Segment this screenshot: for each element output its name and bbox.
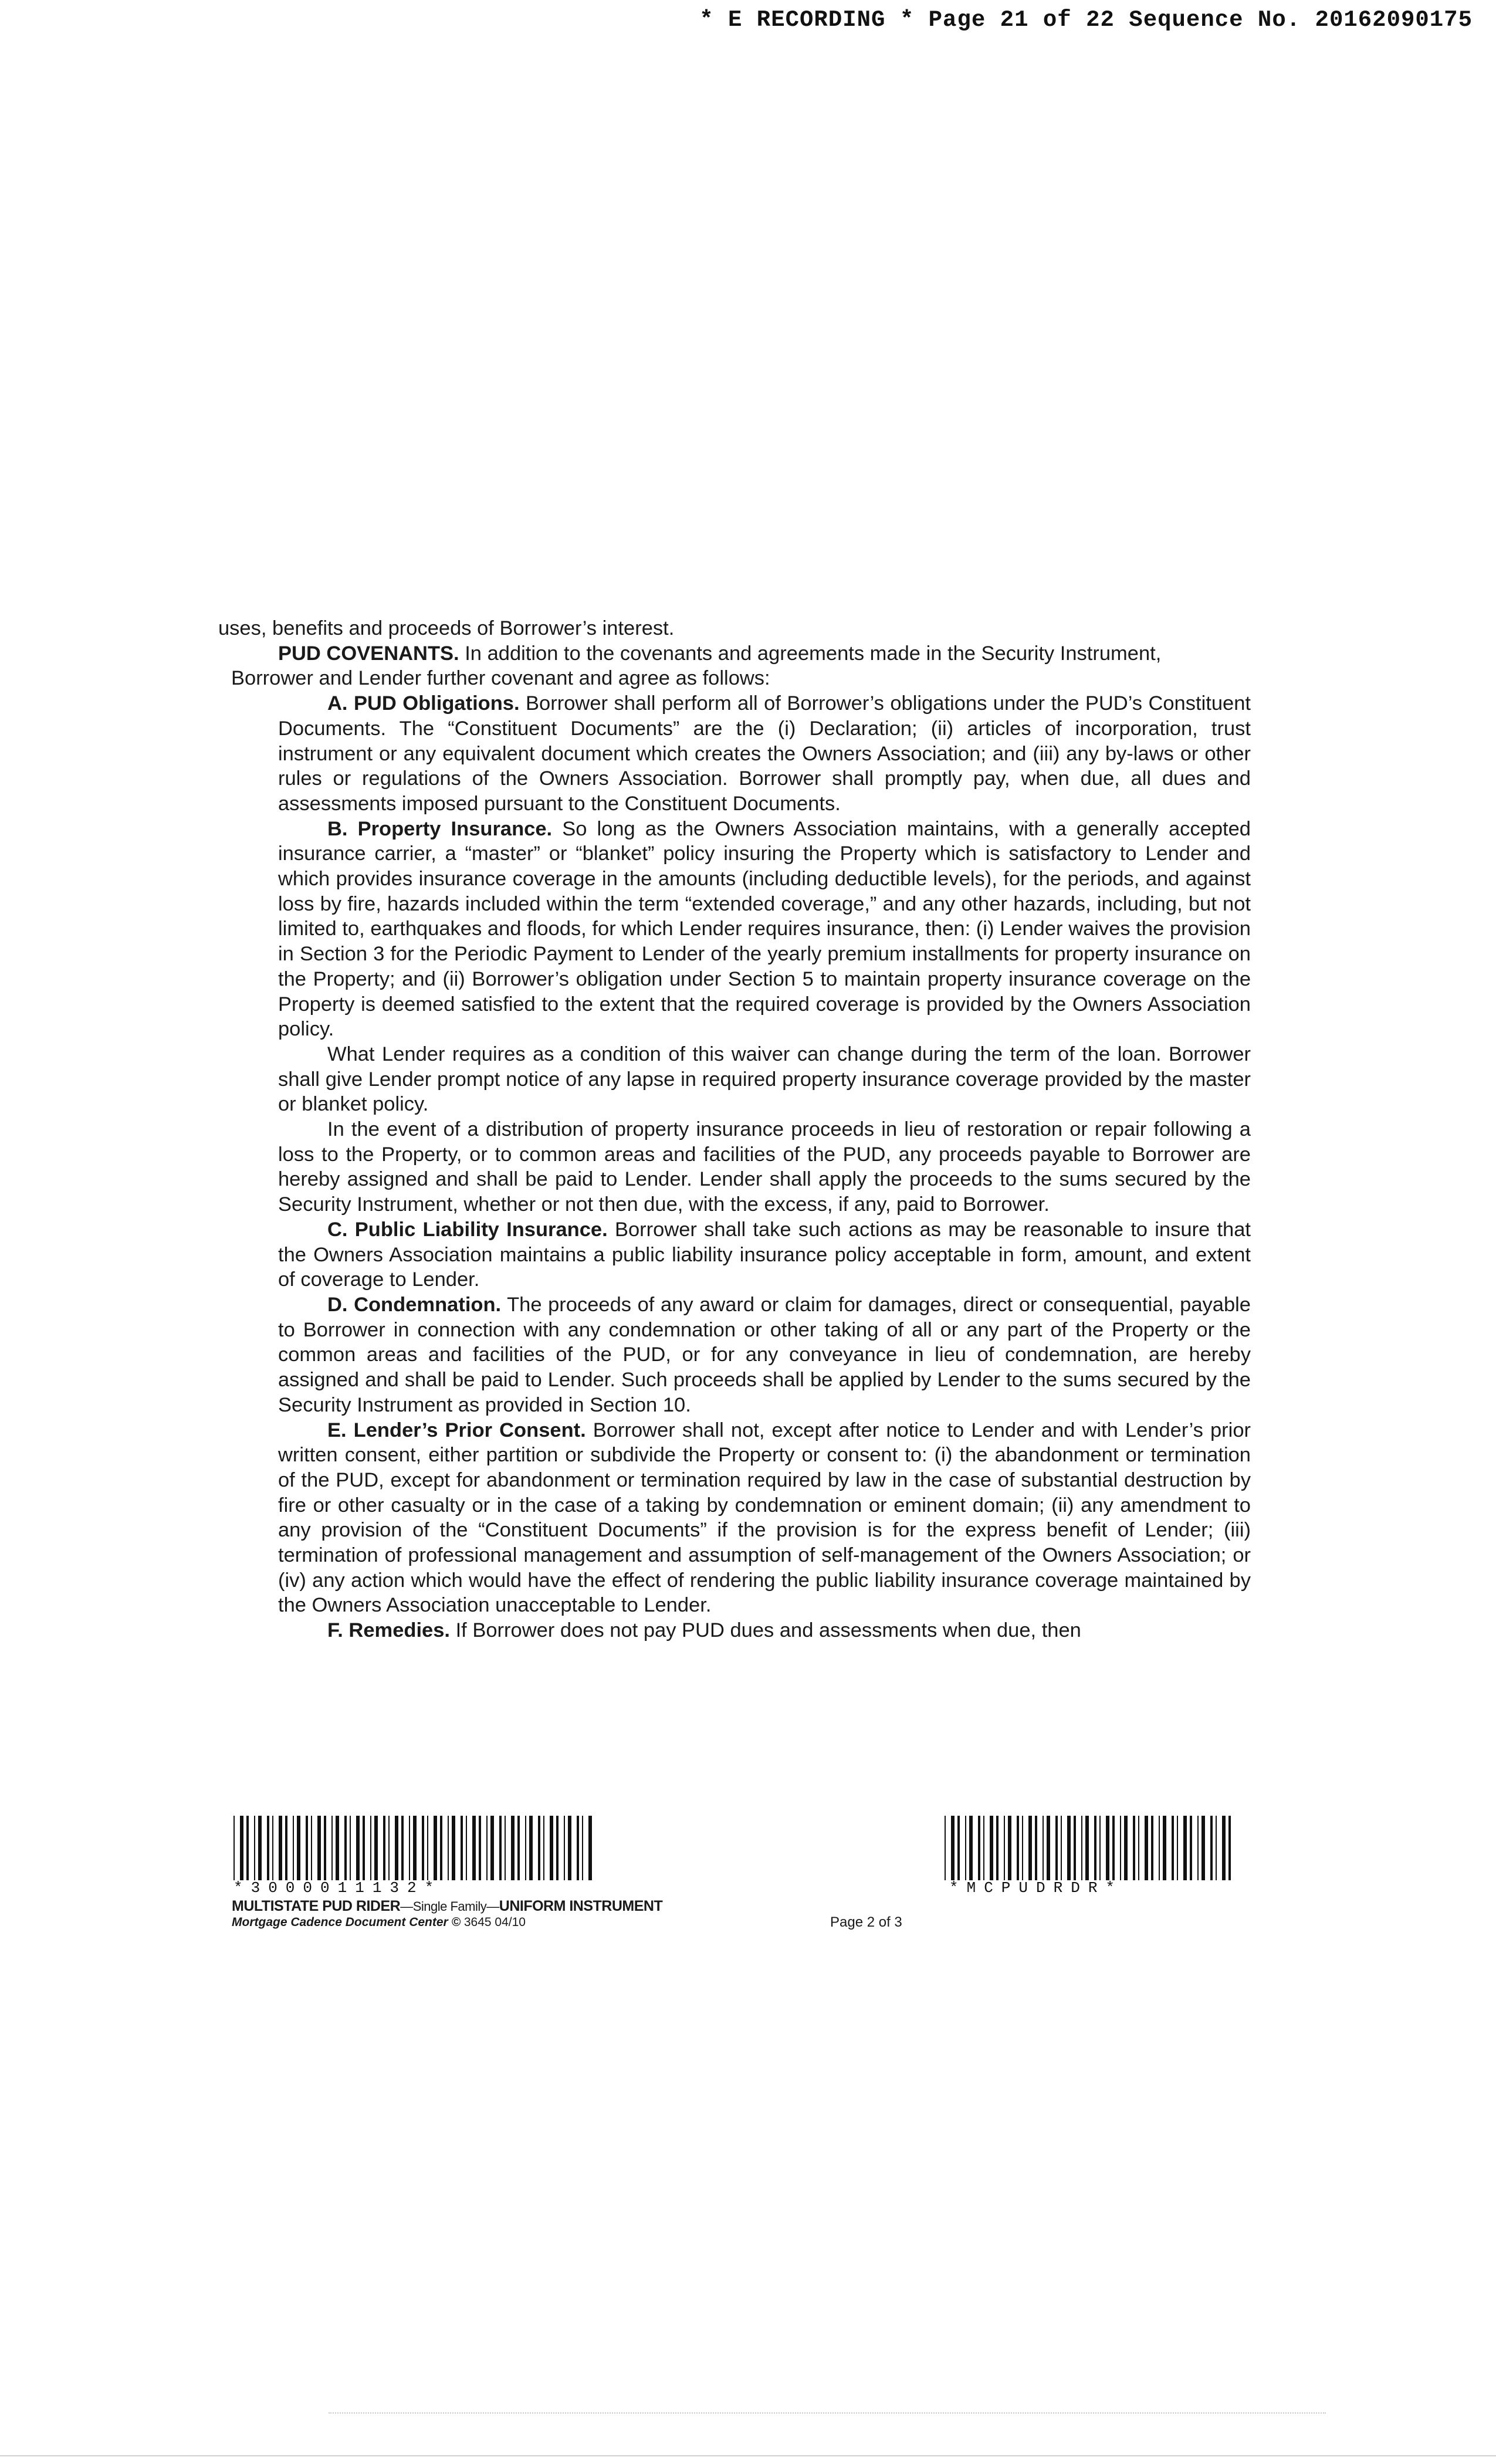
scan-specks [329,2412,1326,2419]
covenants-text1: In addition to the covenants and agreements made in the Security Instrument, [459,642,1162,665]
barcode-bar [517,1816,520,1880]
barcode-bar [1133,1816,1135,1880]
form-dash-2: — [486,1899,499,1914]
barcode-bar [965,1816,966,1880]
barcode-bar [246,1816,249,1880]
barcode-bar [978,1816,980,1880]
barcode-bar [525,1816,526,1880]
barcode-bar [1106,1816,1109,1880]
barcode-bar [1210,1816,1213,1880]
barcode-bar [350,1816,351,1880]
barcode-bar [490,1816,494,1880]
section-b [278,817,1251,1042]
barcode-bar [1047,1816,1050,1880]
barcode-bar [1197,1816,1199,1880]
section-c-heading: C. Public Liability Insurance. [327,1218,608,1241]
barcode-bar [363,1816,365,1880]
section-b-heading: B. Property Insurance. [327,817,553,840]
barcode-bar [1017,1816,1019,1880]
barcode-bar [434,1816,437,1880]
barcode-bar [511,1816,515,1880]
section-d-text: The proceeds of any award or claim for damages, direct or consequential, payable to Borrower in connection with any condemnation or other taking of all or any part of the Property or the common areas and facilities of the PUD, or for any conveyance in lieu of condemnation, are hereby assigned and shall be paid to Lender. Such proceeds shall be applied by Lender to the sums secured by the Security Instrument as provided in Section 10. [278,1293,1251,1416]
barcode-bar [448,1816,449,1880]
vendor-line [232,1915,526,1930]
barcode-bar [254,1816,255,1880]
barcode-bar [577,1816,579,1880]
barcode-bar [505,1816,506,1880]
form-number: 3645 04/10 [461,1915,526,1929]
section-a-text: Borrower shall perform all of Borrower’s obligations under the PUD’s Constituent Documents. The “Constituent Documents” are the (i) Declaration; (ii) articles of incorporation, trust instrument or any equivalent document which creates the Owners Association; and (iii) any by-laws or other rules or regulations of the Owners Association. Borrower shall promptly pay, when due, all dues and assessments imposed pursuant to the Constituent Documents. [278,692,1251,815]
covenants-heading: PUD COVENANTS. [278,642,459,665]
barcode-bar [983,1816,984,1880]
barcode-bar [1004,1816,1005,1880]
barcode-bar [1094,1816,1096,1880]
barcode-bar [267,1816,269,1880]
barcode-bar [1216,1816,1217,1880]
barcode-bar [1055,1816,1058,1880]
barcode-bar [466,1816,467,1880]
barcode-bar [1061,1816,1062,1880]
barcode-bar [969,1816,973,1880]
barcode-bar [356,1816,360,1880]
barcode-bar [582,1816,583,1880]
vendor-name: Mortgage Cadence Document Center © [232,1915,461,1929]
section-e-heading: E. Lender’s Prior Consent. [327,1419,586,1441]
form-title: MULTISTATE PUD RIDER [232,1898,401,1914]
intro-line: uses, benefits and proceeds of Borrower’s interest. [218,617,675,639]
barcode-bar [285,1816,287,1880]
barcode-bar [1201,1816,1205,1880]
barcode-bar [388,1816,390,1880]
barcode-bar [1222,1816,1226,1880]
barcode-bar [331,1816,333,1880]
barcode-bar [409,1816,410,1880]
barcode-bar [472,1816,476,1880]
barcode-bar [1074,1816,1076,1880]
barcode-bar [1172,1816,1174,1880]
section-e [278,1418,1251,1619]
barcode-bar [556,1816,559,1880]
section-f-text: If Borrower does not pay PUD dues and assessments when due, then [450,1619,1081,1642]
barcode-bar [336,1816,339,1880]
form-dash-1: — [400,1899,413,1914]
barcode-bar [486,1816,488,1880]
form-title-line [232,1898,662,1915]
barcode-bar [258,1816,262,1880]
section-b-para2: What Lender requires as a condition of this waiver can change during the term of the loan. Borrower shall give Lender prompt notice of any lapse in required property insurance coverage provided by the master or blanket policy. [278,1043,1251,1116]
section-a [278,691,1251,817]
barcode-bar [1228,1816,1231,1880]
form-barcode [233,1816,598,1880]
barcode-bar [1067,1816,1071,1880]
barcode-bar [1145,1816,1148,1880]
form-uniform: UNIFORM INSTRUMENT [499,1898,663,1914]
barcode-bar [374,1816,378,1880]
section-b-para3: In the event of a distribution of property insurance proceeds in lieu of restoration or repair following a loss to the Property, or to common areas and facilities of the PUD, any proceeds payable to Borrower are hereby assigned and shall be paid to Lender. Lender shall apply the proceeds to the sums secured by the Security Instrument, whether or not then due, with the excess, if any, paid to Borrower. [278,1118,1251,1216]
barcode-bar [1138,1816,1139,1880]
barcode-bar [568,1816,571,1880]
barcode-bar [311,1816,312,1880]
barcode-bar [1022,1816,1023,1880]
barcode-bar [461,1816,463,1880]
barcode-bar [1183,1816,1187,1880]
barcode-bar [479,1816,481,1880]
barcode-bar [1163,1816,1166,1880]
barcode-bar [1124,1816,1128,1880]
barcode-bar [279,1816,282,1880]
barcode-bar [529,1816,533,1880]
barcode-bar [452,1816,455,1880]
form-barcode-text: *3000011132* [233,1879,442,1897]
barcode-bar [317,1816,321,1880]
form-single-family: Single Family [412,1899,487,1914]
barcode-bar [564,1816,565,1880]
section-d-heading: D. Condemnation. [327,1293,502,1316]
section-a-heading: A. PUD Obligations. [327,692,520,715]
barcode-bar [383,1816,385,1880]
barcode-bar [588,1816,592,1880]
barcode-bar [401,1816,404,1880]
section-f [278,1618,1251,1643]
barcode-bar [1085,1816,1089,1880]
covenants-line2: Borrower and Lender further covenant and agree as follows: [231,667,770,690]
doc-type-barcode-text: *MCPUDRDR* [949,1879,1123,1897]
barcode-bar [427,1816,428,1880]
section-b-text: So long as the Owners Association maintains, with a generally accepted insurance carrier, a “master” or “blanket” policy insuring the Property which is satisfactory to Lender and which provides insurance coverage in the amounts (including deductible levels), for the periods, and against loss by fire, hazards included within the term “extended coverage,” and any other hazards, including, but not limited to, earthquakes and floods, for which Lender requires insurance, then: (i) Lender waives the provision in Section 3 for the Periodic Payment to Lender of the yearly premium installments for property insurance on the Property; and (ii) Borrower’s obligation under Section 5 to maintain property insurance coverage on the Property is deemed satisfied to the extent that the required coverage is provided by the Owners Association policy. [278,817,1251,1041]
barcode-bar [344,1816,347,1880]
barcode-bar [1151,1816,1153,1880]
barcode-bar [951,1816,955,1880]
barcode-bar [1008,1816,1011,1880]
doc-type-barcode [945,1816,1238,1880]
barcode-bar [957,1816,960,1880]
barcode-bar [945,1816,946,1880]
barcode-bar [413,1816,417,1880]
barcode-bar [272,1816,273,1880]
section-d [278,1292,1251,1418]
barcode-bar [1081,1816,1082,1880]
barcode-bar [550,1816,553,1880]
barcode-bar [297,1816,300,1880]
barcode-bar [395,1816,398,1880]
section-e-text: Borrower shall not, except after notice to Lender and with Lender’s prior written consent, either partition or subdivide the Property or consent to: (i) the abandonment or termination of the PUD, except for abandonment or termination required by law in the case of substantial destruction by fire or other casualty or in the case of a taking by condemnation or eminent domain; (ii) any amendment to any provision of the “Constituent Documents” if the provision is for the express benefit of Lender; (iii) termination of professional management and assumption of self-management of the Owners Association; or (iv) any action which would have the effect of rendering the public liability insurance coverage maintained by the Owners Association unacceptable to Lender. [278,1419,1251,1617]
barcode-bar [996,1816,999,1880]
page-number: Page 2 of 3 [830,1914,902,1930]
barcode-bar [499,1816,502,1880]
section-f-heading: F. Remedies. [327,1619,451,1642]
barcode-bar [1177,1816,1178,1880]
barcode-bar [422,1816,424,1880]
barcode-bar [1112,1816,1115,1880]
section-c [278,1217,1251,1292]
section-c-text: Borrower shall take such actions as may be reasonable to insure that the Owners Association maintains a public liability insurance policy acceptable in form, amount, and extent of coverage to Lender. [278,1218,1251,1291]
barcode-bar [293,1816,294,1880]
scan-edge-line [0,2455,1496,2456]
barcode-bar [1190,1816,1192,1880]
barcode-bar [1159,1816,1160,1880]
barcode-bar [233,1816,235,1880]
recording-header: * E RECORDING * Page 21 of 22 Sequence No. 20162090175 [699,7,1473,33]
barcode-bar [306,1816,308,1880]
barcode-bar [543,1816,544,1880]
barcode-bar [990,1816,993,1880]
document-body [218,616,1251,1643]
barcode-bar [440,1816,442,1880]
barcode-bar [1035,1816,1037,1880]
covenants-line1 [218,641,1264,666]
barcode-bar [370,1816,371,1880]
barcode-bar [240,1816,243,1880]
barcode-bar [538,1816,540,1880]
barcode-bar [1028,1816,1032,1880]
barcode-bar [1043,1816,1044,1880]
barcode-bar [324,1816,326,1880]
barcode-bar [1120,1816,1121,1880]
barcode-bar [1099,1816,1101,1880]
